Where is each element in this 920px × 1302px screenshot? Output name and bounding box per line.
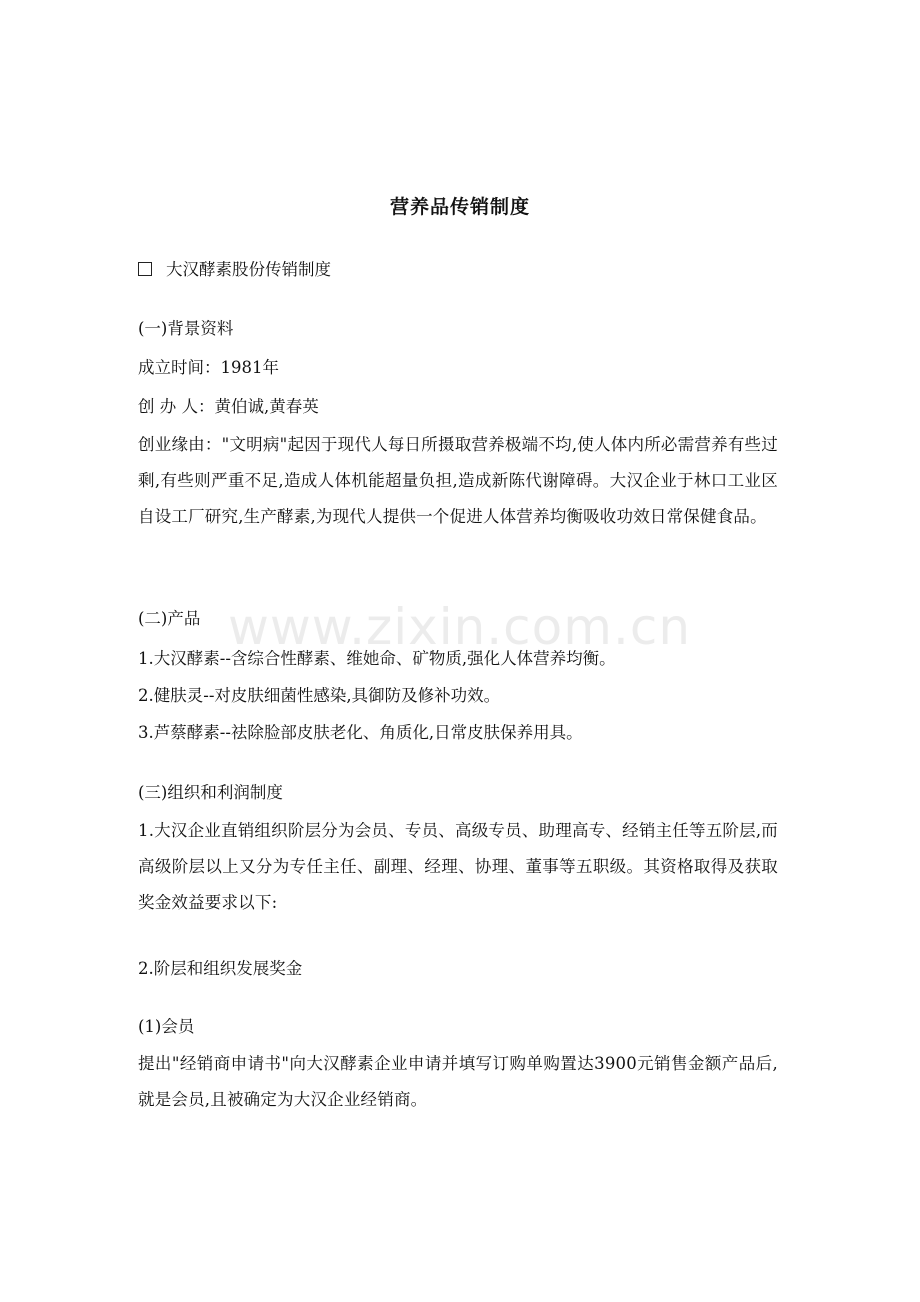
products-heading: (二)产品 [138,609,201,628]
section-heading-line [138,259,331,281]
product-item-3: 3.芦蔡酵素--祛除脸部皮肤老化、角质化,日常皮肤保养用具。 [138,723,583,742]
organization-heading: (三)组织和利润制度 [138,783,283,802]
member-heading: (1)会员 [138,1017,195,1036]
checkbox-icon [138,262,152,276]
organization-item-1: 1.大汉企业直销组织阶层分为会员、专员、高级专员、助理高专、经销主任等五阶层,而高级阶层以上又分为专任主任、副理、经理、协理、董事等五职级。其资格取得及获取奖金效益要求以下: [138,821,778,912]
founders-line: 创 办 人：黄伯诚,黄春英 [138,397,319,416]
background-heading: (一)背景资料 [138,319,234,338]
watermark: www.zixin.com.cn [228,598,692,656]
organization-item-2: 2.阶层和组织发展奖金 [138,959,303,978]
member-paragraph: 提出"经销商申请书"向大汉酵素企业申请并填写订购单购置达3900元销售金额产品后,就是会员,且被确定为大汉企业经销商。 [138,1054,778,1109]
product-item-2: 2.健肤灵--对皮肤细菌性感染,具御防及修补功效。 [138,686,501,705]
product-item-1: 1.大汉酵素--含综合性酵素、维她命、矿物质,强化人体营养均衡。 [138,649,616,668]
document-title: 营养品传销制度 [389,196,530,218]
origin-paragraph: 创业缘由："文明病"起因于现代人每日所摄取营养极端不均,使人体内所必需营养有些过剩,有些则严重不足,造成人体机能超量负担,造成新陈代谢障碍。大汉企业于林口工业区自设工厂研究,生产酵素,为现代人提供一个促进人体营养均衡吸收功效日常保健食品。 [138,435,778,526]
founded-line: 成立时间：1981年 [138,358,279,377]
section-heading: 大汉酵素股份传销制度 [166,260,331,279]
